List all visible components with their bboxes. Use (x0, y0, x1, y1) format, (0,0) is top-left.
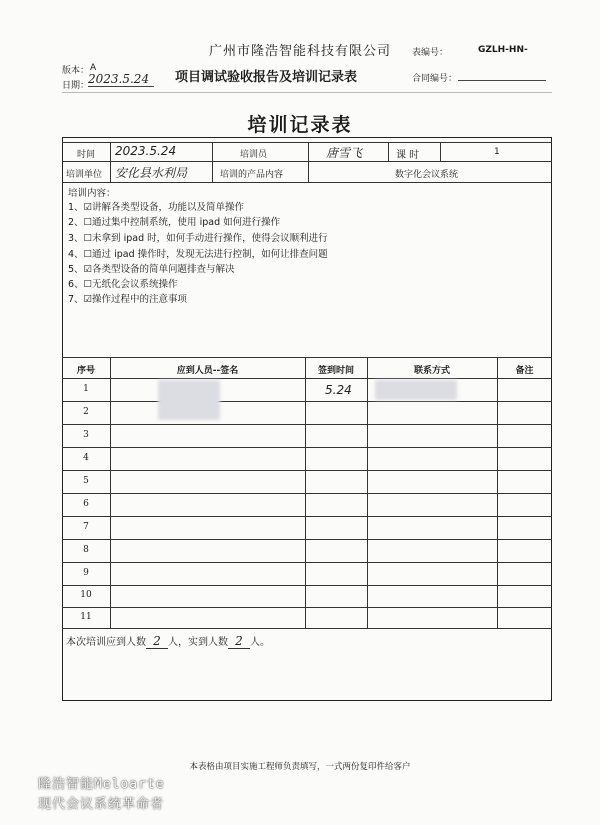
divider (62, 424, 552, 425)
col-header-contact: 联系方式 (413, 366, 450, 376)
divider (440, 142, 441, 162)
divider (388, 142, 389, 162)
divider (62, 516, 552, 517)
redacted-contact (375, 380, 457, 400)
time-value: 2023.5.24 (115, 144, 177, 158)
row-number: 6 (83, 499, 89, 509)
col-header-no: 序号 (76, 366, 95, 376)
row-number: 2 (83, 407, 89, 417)
date-value: 2023.5.24 (88, 72, 154, 87)
contract-label: 合同编号： (412, 74, 458, 84)
row-number: 1 (83, 384, 89, 394)
content-item: 2、☐通过集中控制系统，使用 ipad 如何进行操作 (68, 217, 281, 228)
divider (62, 628, 552, 629)
checkin-time: 5.24 (325, 383, 352, 397)
divider (62, 470, 552, 471)
row-number: 3 (83, 430, 89, 440)
content-item: 3、☐未拿到 ipad 时，如何手动进行操作，使得会议顺利进行 (68, 233, 328, 244)
expected-count: 2 (146, 634, 168, 649)
content-item: 7、☑操作过程中的注意事项 (68, 294, 188, 305)
divider (110, 142, 111, 182)
divider (62, 161, 552, 162)
content-item: 5、☑各类型设备的简单问题排查与解决 (68, 264, 235, 275)
contract-no-line (458, 80, 546, 81)
row-number: 10 (80, 590, 92, 600)
col-header-checkin: 签到时间 (317, 366, 354, 376)
document-title: 项目调试验收报告及培训记录表 (175, 70, 358, 85)
company-name: 广州市隆浩智能科技有限公司 (208, 44, 391, 59)
trainer-value: 唐雪飞 (326, 146, 363, 160)
divider (308, 142, 309, 182)
divider (62, 142, 552, 143)
summary-suffix: 人。 (250, 637, 270, 648)
divider (62, 182, 552, 183)
divider (62, 357, 552, 358)
content-label: 培训内容： (68, 188, 116, 199)
footer-note: 本表格由项目实施工程师负责填写，一式两份复印件给客户 (189, 762, 411, 772)
version-value: A (90, 63, 97, 73)
actual-count: 2 (228, 634, 250, 649)
row-number: 11 (80, 612, 92, 622)
divider (62, 607, 552, 608)
header-divider (62, 92, 552, 93)
unit-label: 培训单位 (66, 170, 103, 180)
col-header-signature: 应到人员--签名 (176, 366, 239, 376)
attendance-summary (66, 633, 270, 649)
divider (62, 539, 552, 540)
row-number: 7 (83, 522, 89, 532)
form-no: GZLH-HN- (478, 45, 528, 55)
version-label: 版本： (62, 66, 90, 76)
form-no-label: 表编号： (412, 48, 449, 58)
date-label: 日期： (62, 81, 90, 91)
product-value: 数字化会议系统 (395, 170, 459, 180)
row-number: 8 (83, 545, 89, 555)
redacted-signature (158, 380, 220, 420)
content-item: 6、☐无纸化会议系统操作 (68, 279, 178, 290)
divider (62, 493, 552, 494)
trainer-label: 培训员 (240, 150, 268, 160)
divider (62, 585, 552, 586)
row-number: 5 (83, 476, 89, 486)
hours-label: 课 时 (396, 150, 420, 161)
summary-prefix: 本次培训应到人数 (66, 637, 146, 648)
divider (62, 447, 552, 448)
divider (62, 562, 552, 563)
watermark-line2: 现代会议系统革命者 (38, 797, 165, 812)
form-title: 培训记录表 (247, 114, 353, 136)
row-number: 9 (83, 568, 89, 578)
watermark-line1: 隆浩智能Meloarte (38, 777, 165, 792)
divider (212, 142, 213, 182)
content-item: 4、☐通过 ipad 操作时，发现无法进行控制，如何让排查问题 (68, 249, 328, 260)
col-header-remarks: 备注 (515, 366, 534, 376)
product-label: 培训的产品内容 (220, 170, 284, 180)
hours-value: 1 (494, 147, 500, 157)
divider (62, 401, 552, 402)
row-number: 4 (83, 453, 89, 463)
summary-middle: 人，实到人数 (168, 637, 228, 648)
divider (62, 378, 552, 379)
content-item: 1、☑讲解各类型设备，功能以及简单操作 (68, 202, 245, 213)
time-label: 时间 (76, 150, 95, 160)
unit-value: 安化县水利局 (115, 166, 188, 180)
